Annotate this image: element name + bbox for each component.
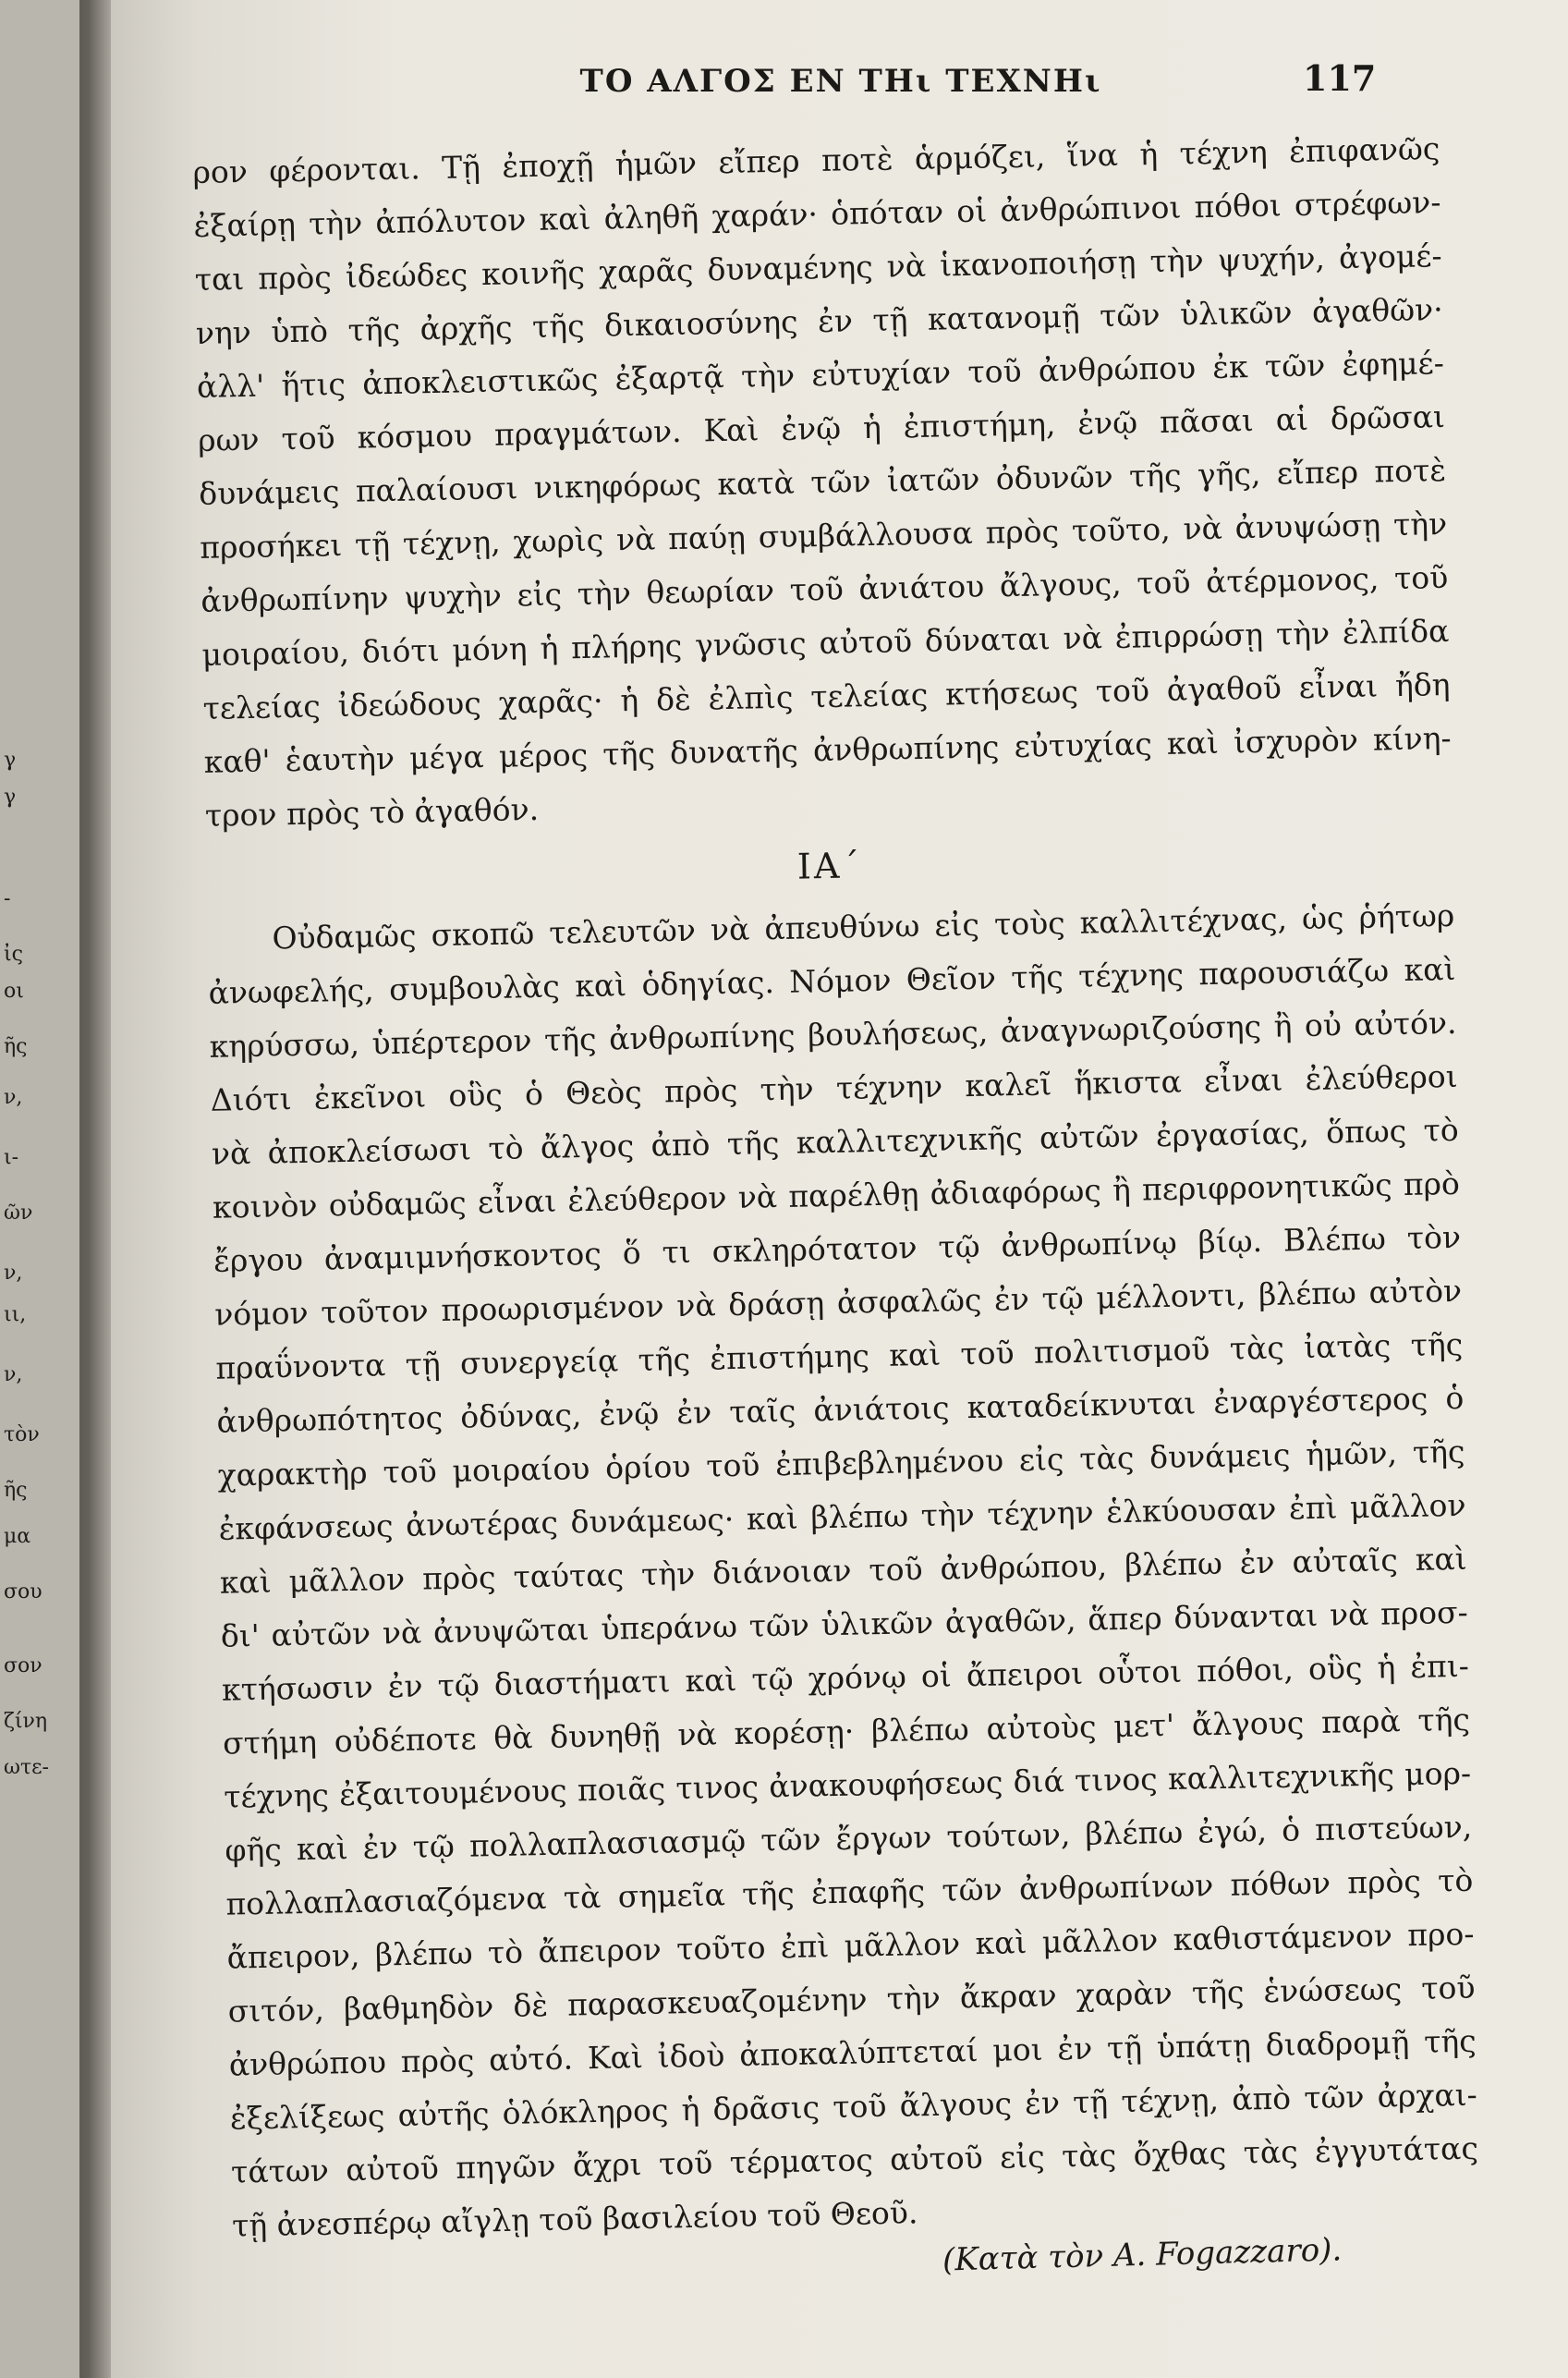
previous-page-fragment: ιι, [4, 1303, 27, 1326]
text-line: τελείας ἰδεώδους χαρᾶς· ἡ δὲ ἐλπὶς τελείας κτήσεως τοῦ ἀγαθοῦ εἶναι ἤδη [202, 665, 1451, 726]
text-line: μοιραίου, διότι μόνη ἡ πλήρης γνῶσις αὐτοῦ δύναται νὰ ἐπιρρώσῃ τὴν ἐλπίδα [201, 612, 1450, 673]
text-line: χαρακτὴρ τοῦ μοιραίου ὁρίου τοῦ ἐπιβεβλημένου εἰς τὰς δυνάμεις ἡμῶν, τῆς [217, 1433, 1465, 1494]
previous-page-fragment: ῆς [4, 1035, 28, 1058]
previous-page-fragment: ῆς [4, 1479, 28, 1502]
previous-page-fragment: ν, [4, 1363, 23, 1386]
text-line: τέχνης ἐξαιτουμένους ποιᾶς τινος ἀνακουφήσεως διά τινος καλλιτεχνικῆς μορ- [223, 1754, 1472, 1815]
text-line: ἐξελίξεως αὐτῆς ὁλόκληρος ἡ δρᾶσις τοῦ ἄλγους ἐν τῇ τέχνῃ, ἀπὸ τῶν ἀρχαι- [229, 2076, 1478, 2137]
previous-page-fragment: σου [4, 1580, 43, 1604]
text-line: καὶ μᾶλλον πρὸς ταύτας τὴν διάνοιαν τοῦ ἀνθρώπου, βλέπω ἐν αὐταῖς καὶ [219, 1540, 1467, 1601]
previous-page-fragment: γ [4, 786, 17, 809]
text-line: καθ' ἑαυτὴν μέγα μέρος τῆς δυνατῆς ἀνθρωπίνης εὐτυχίας καὶ ἰσχυρὸν κίνη- [203, 719, 1452, 780]
previous-page-fragment: οι [4, 980, 24, 1003]
text-line: ἀνθρωπίνην ψυχὴν εἰς τὴν θεωρίαν τοῦ ἀνιάτου ἄλγους, τοῦ ἀτέρμονος, τοῦ [201, 558, 1449, 619]
previous-page-fragment: ν, [4, 1262, 23, 1285]
previous-page-fragment: ζίνη [4, 1710, 48, 1733]
page-number: 117 [1303, 57, 1377, 99]
text-line: κοινὸν οὐδαμῶς εἶναι ἐλεύθερον νὰ παρέλθῃ ἀδιαφόρως ἢ περιφρονητικῶς πρὸ [212, 1165, 1461, 1226]
text-line: νόμον τοῦτον προωρισμένον νὰ δράσῃ ἀσφαλῶς ἐν τῷ μέλλοντι, βλέπω αὐτὸν [213, 1272, 1463, 1333]
section-heading: ΙΑ΄ [796, 845, 863, 887]
text-line: προσήκει τῇ τέχνῃ, χωρὶς νὰ παύῃ συμβάλλουσα πρὸς τοῦτο, νὰ ἀνυψώσῃ τὴν [199, 506, 1448, 566]
text-line: ἔργου ἀναμιμνήσκοντος ὅ τι σκληρότατον τῷ ἀνθρωπίνῳ βίῳ. Βλέπω τὸν [213, 1218, 1462, 1279]
text-line: ρων τοῦ κόσμου πραγμάτων. Καὶ ἐνῷ ἡ ἐπιστήμη, ἐνῷ πᾶσαι αἱ δρῶσαι [197, 398, 1446, 458]
text-line: δυνάμεις παλαίουσι νικηφόρως κατὰ τῶν ἰατῶν ὀδυνῶν τῆς γῆς, εἴπερ ποτὲ [198, 452, 1447, 512]
text-line: τῇ ἀνεσπέρῳ αἴγλῃ τοῦ βασιλείου τοῦ Θεοῦ. [231, 2194, 918, 2244]
paragraph-2 [207, 889, 1480, 2253]
previous-page-fragment: - [4, 887, 11, 910]
text-line: δι' αὐτῶν νὰ ἀνυψῶται ὑπεράνω τῶν ὑλικῶν ἀγαθῶν, ἅπερ δύνανται νὰ προσ- [220, 1593, 1469, 1654]
previous-page-fragment: ι- [4, 1146, 19, 1169]
text-line: ἄπειρον, βλέπω τὸ ἄπειρον τοῦτο ἐπὶ μᾶλλον καὶ μᾶλλον καθιστάμενον προ- [226, 1915, 1475, 1976]
text-line: στήμη οὐδέποτε θὰ δυνηθῇ νὰ κορέσῃ· βλέπω αὐτοὺς μετ' ἄλγους παρὰ τῆς [222, 1701, 1471, 1762]
text-line: κηρύσσω, ὑπέρτερον τῆς ἀνθρωπίνης βουλήσεως, ἀναγνωριζούσης ἢ οὐ αὐτόν. [209, 1004, 1457, 1065]
body-text [192, 122, 1480, 2252]
text-line: πραΰνοντα τῇ συνεργείᾳ τῆς ἐπιστήμης καὶ τοῦ πολιτισμοῦ τὰς ἰατὰς τῆς [215, 1325, 1464, 1386]
text-line: Οὐδαμῶς σκοπῶ τελευτῶν νὰ ἀπευθύνω εἰς τοὺς καλλιτέχνας, ὡς ῥήτωρ [272, 896, 1455, 957]
text-line: φῆς καὶ ἐν τῷ πολλαπλασιασμῷ τῶν ἔργων τούτων, βλέπω ἐγώ, ὁ πιστεύων, [225, 1808, 1473, 1869]
text-line: Διότι ἐκεῖνοι οὓς ὁ Θεὸς πρὸς τὴν τέχνην καλεῖ ἥκιστα εἶναι ἐλεύθεροι [210, 1057, 1458, 1118]
running-header-title: ΤΟ ΑΛΓΟΣ ΕΝ ΤΗι ΤΕΧΝΗι [579, 63, 1102, 100]
text-line: ἀνωφελής, συμβουλὰς καὶ ὁδηγίας. Νόμον Θεῖον τῆς τέχνης παρουσιάζω καὶ [208, 950, 1456, 1011]
text-line: κτήσωσιν ἐν τῷ διαστήματι καὶ τῷ χρόνῳ οἱ ἄπειροι οὗτοι πόθοι, οὓς ἡ ἐπι- [221, 1647, 1470, 1708]
text-line: ἀλλ' ἥτις ἀποκλειστικῶς ἐξαρτᾷ τὴν εὐτυχίαν τοῦ ἀνθρώπου ἐκ τῶν ἐφημέ- [196, 345, 1445, 405]
book-page [111, 0, 1568, 2378]
previous-page-fragment: σον [4, 1654, 43, 1677]
text-line: ἐκφάνσεως ἀνωτέρας δυνάμεως· καὶ βλέπω τὴν τέχνην ἑλκύουσαν ἐπὶ μᾶλλον [218, 1486, 1466, 1547]
previous-page-fragment: ἰς [4, 943, 23, 966]
previous-page-fragment: τὸν [4, 1423, 40, 1446]
paragraph-1 [192, 122, 1453, 843]
text-line: νην ὑπὸ τῆς ἀρχῆς τῆς δικαιοσύνης ἐν τῇ κατανομῇ τῶν ὑλικῶν ἀγαθῶν· [195, 291, 1444, 351]
text-line: ται πρὸς ἰδεώδες κοινῆς χαρᾶς δυναμένης νὰ ἱκανοποιήσῃ τὴν ψυχήν, ἀγομέ- [194, 238, 1442, 298]
text-line: νὰ ἀποκλείσωσι τὸ ἄλγος ἀπὸ τῆς καλλιτεχνικῆς αὐτῶν ἐργασίας, ὅπως τὸ [211, 1111, 1460, 1172]
text-line: πολλαπλασιαζόμενα τὰ σημεῖα τῆς ἐπαφῆς τῶν ἀνθρωπίνων πόθων πρὸς τὸ [225, 1861, 1474, 1922]
previous-page-fragment: ῶν [4, 1201, 33, 1225]
text-line: σιτόν, βαθμηδὸν δὲ παρασκευαζομένην τὴν ἄκραν χαρὰν τῆς ἑνώσεως τοῦ [227, 1969, 1476, 2030]
previous-page-fragment: ν, [4, 1086, 23, 1109]
text-line: ἐξαίρῃ τὴν ἀπόλυτον καὶ ἀληθῆ χαράν· ὁπόταν οἱ ἀνθρώπινοι πόθοι στρέφων- [193, 184, 1441, 244]
text-line: ρον φέρονται. Τῇ ἐποχῇ ἡμῶν εἴπερ ποτὲ ἁρμόζει, ἵνα ἡ τέχνη ἐπιφανῶς [192, 130, 1440, 190]
text-line: τρον πρὸς τὸ ἀγαθόν. [204, 790, 540, 834]
previous-page-fragment: μα [4, 1525, 31, 1548]
text-line: ἀνθρώπου πρὸς αὐτό. Καὶ ἰδοὺ ἀποκαλύπτεταί μοι ἐν τῇ ὑπάτῃ διαδρομῇ τῆς [228, 2022, 1477, 2083]
text-line: ἀνθρωπότητος ὀδύνας, ἐνῷ ἐν ταῖς ἀνιάτοις καταδείκνυται ἐναργέστερος ὁ [216, 1379, 1465, 1440]
attribution: (Κατὰ τὸν Α. Fogazzaro). [942, 2231, 1343, 2279]
text-line: τάτων αὐτοῦ πηγῶν ἄχρι τοῦ τέρματος αὐτοῦ εἰς τὰς ὄχθας τὰς ἐγγυτάτας [230, 2129, 1479, 2190]
previous-page-edge [0, 0, 79, 2378]
previous-page-fragment: ωτε- [4, 1756, 49, 1779]
previous-page-fragment: γ [4, 749, 17, 772]
